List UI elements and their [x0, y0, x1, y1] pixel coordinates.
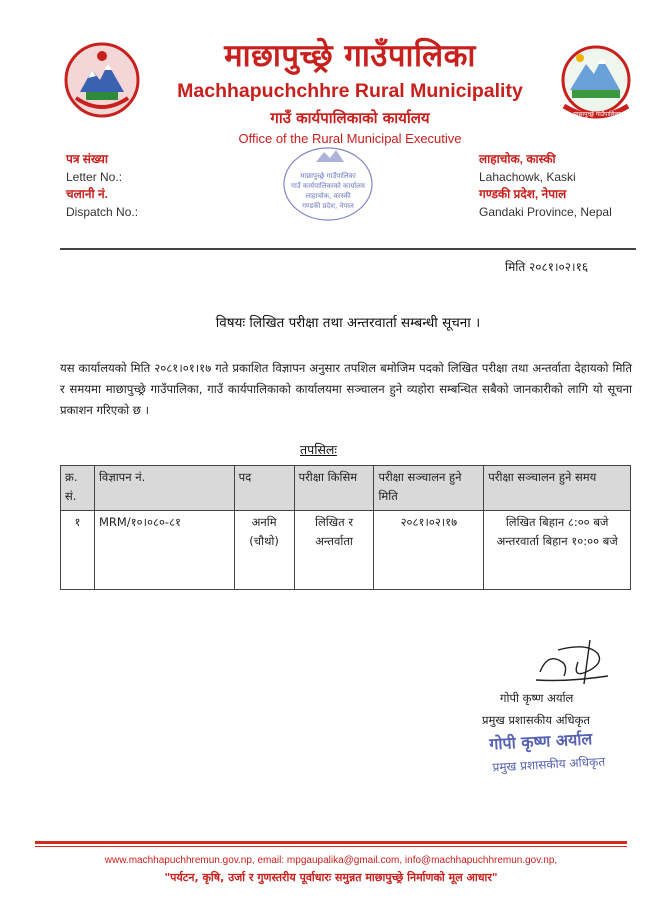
office-name-english: Office of the Rural Municipal Executive [238, 131, 462, 146]
cell-exam-time: लिखित बिहान ८:०० बजे अन्तरवार्ता बिहान १०:०० बजे [484, 511, 631, 590]
header-exam-type: परीक्षा किसिम [294, 466, 374, 511]
svg-text:गण्डकी प्रदेश, नेपाल: गण्डकी प्रदेश, नेपाल [302, 202, 354, 210]
office-name-nepali: गाउँ कार्यपालिकाको कार्यालय [270, 109, 430, 127]
municipality-name-english: Machhapuchchhre Rural Municipality [177, 80, 523, 102]
document-date: मिति २०८१।०२।१६ [505, 260, 589, 274]
header-ad-no: विज्ञापन नं. [94, 466, 234, 511]
municipality-logo-caption: माछापुच्छ्रे गाउँपालिका [573, 111, 621, 118]
letter-reference-block [66, 151, 138, 221]
office-seal [278, 144, 378, 224]
exam-schedule-table [60, 465, 631, 590]
header-divider [60, 248, 636, 250]
cell-exam-date: २०८१।०२।१७ [374, 511, 484, 590]
table-header-row [61, 466, 631, 511]
letter-no-label-nepali: पत्र संख्या [66, 152, 108, 166]
stamp-name: गोपी कृष्ण अर्याल [488, 729, 593, 754]
notice-subject: विषयः लिखित परीक्षा तथा अन्तरवार्ता सम्बन्धी सूचना । [215, 315, 481, 331]
svg-text:गाउँ कार्यपालिकाको कार्यालय: गाउँ कार्यपालिकाको कार्यालय [291, 182, 365, 190]
details-heading: तपसिलः [300, 442, 337, 457]
notice-body: यस कार्यालयको मिति २०८१।०१।१७ गते प्रकाशित विज्ञापन अनुसार तपशिल बमोजिम पदको लिखित परीक्षा तथा अन्तर्वाता देहायको मिति र समयमा माछापुच्छ्रे गाउँपालिका, गाउँ कार्यपालिकाको कार्यालयमा सञ्चालन हुने व्यहोरा सम्बन्धित सबैको जानकारीको लागि यो सूचना प्रकाशन गरिएको छ । [60, 361, 632, 417]
table-row [61, 511, 631, 590]
signatory-title: प्रमुख प्रशासकीय अधिकृत [482, 713, 590, 727]
handwritten-signature [528, 632, 618, 688]
cell-exam-type: लिखित र अन्तर्वाता [294, 511, 374, 590]
footer-divider-thin [35, 846, 627, 847]
municipality-name-nepali: माछापुच्छ्रे गाउँपालिका [224, 38, 476, 74]
nepal-emblem-logo [62, 40, 142, 120]
signatory-name: गोपी कृष्ण अर्याल [500, 691, 574, 705]
place-nepali: लाहाचोक, कास्की [479, 152, 556, 166]
place-english: Lahachowk, Kaski [479, 169, 576, 184]
cell-ad-no: MRM/१०।०८०-८१ [94, 511, 234, 590]
address-block [479, 151, 612, 221]
header-post: पद [234, 466, 294, 511]
province-english: Gandaki Province, Nepal [479, 204, 612, 219]
name-stamp [477, 723, 640, 787]
header-exam-date: परीक्षा सञ्चालन हुने मिति [374, 466, 484, 511]
footer-contact: www.machhapuchhremun.gov.np, email: mpgaupalika@gmail.com, info@machhapuchhremun.gov.np, [104, 855, 558, 866]
header-serial: क्र. सं. [61, 466, 95, 511]
svg-text:लाहाचोक, कास्की: लाहाचोक, कास्की [305, 192, 351, 200]
dispatch-no-label-nepali: चलानी नं. [66, 187, 108, 201]
province-nepali: गण्डकी प्रदेश, नेपाल [479, 187, 567, 201]
footer-motto: "पर्यटन, कृषि, उर्जा र गुणस्तरीय पूर्वाधारः समुन्नत माछापुच्छ्रे निर्माणको मूल आधार" [164, 871, 498, 884]
dispatch-no-label-english: Dispatch No.: [66, 204, 139, 219]
stamp-title: प्रमुख प्रशासकीय अधिकृत [492, 754, 606, 775]
letter-no-label-english: Letter No.: [66, 169, 123, 184]
svg-text:माछापुच्छ्रे गाउँपालिका: माछापुच्छ्रे गाउँपालिका [300, 172, 356, 180]
cell-serial: १ [61, 511, 95, 590]
header-exam-time: परीक्षा सञ्चालन हुने समय [484, 466, 631, 511]
cell-post: अनमि (चौथो) [234, 511, 294, 590]
footer-divider [35, 841, 627, 844]
